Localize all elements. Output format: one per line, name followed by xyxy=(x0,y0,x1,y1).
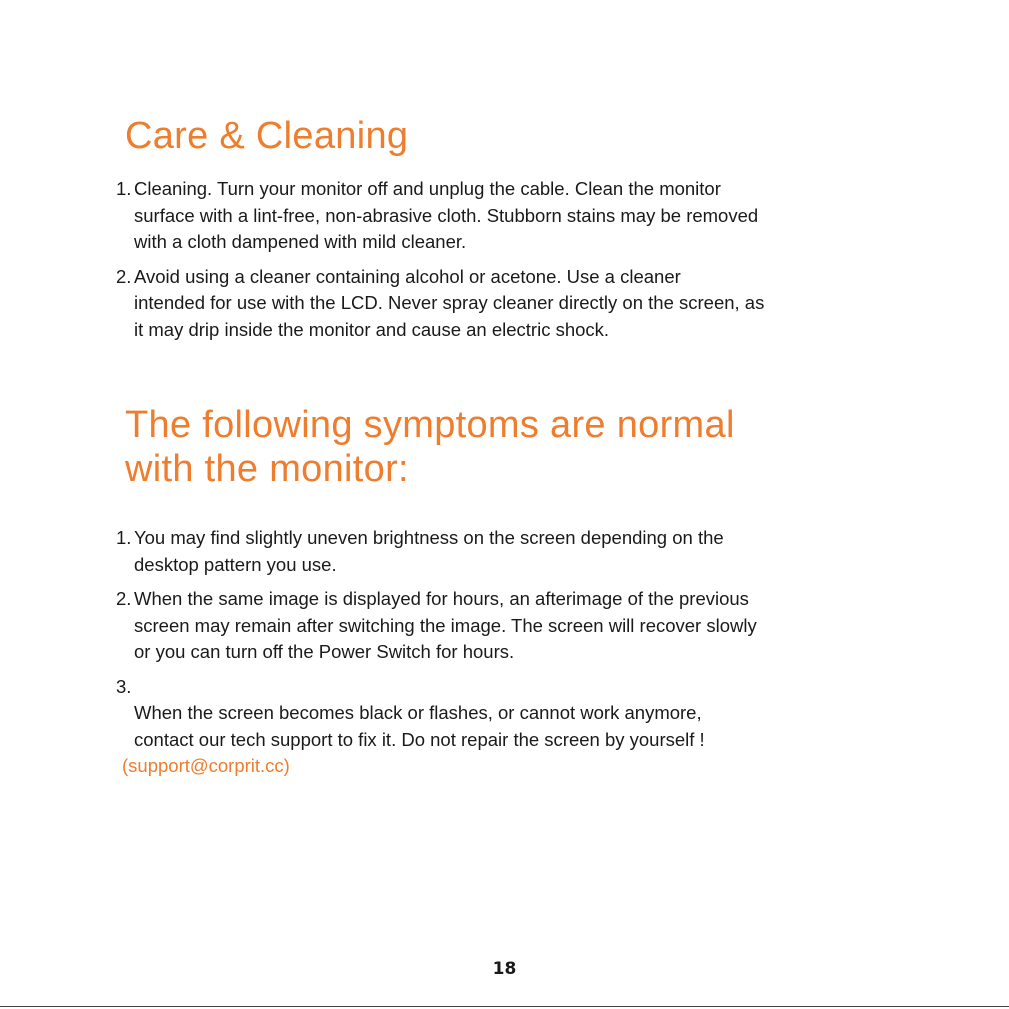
list-item-text: Cleaning. Turn your monitor off and unplug the cable. Clean the monitor surface with a lint-free, non-abrasive cloth. Stubborn stains may be removed with a cloth dampened with mild cleaner. xyxy=(134,178,759,252)
list-item-number: 2. xyxy=(116,588,132,609)
care-cleaning-heading: Care & Cleaning xyxy=(125,115,409,157)
footer-divider xyxy=(0,1006,1009,1007)
page-number: 18 xyxy=(492,959,517,979)
normal-symptoms-list xyxy=(116,525,916,814)
list-item xyxy=(116,674,916,807)
list-item-number: 2. xyxy=(116,265,132,287)
list-item-number: 1. xyxy=(116,527,132,548)
list-item-number: 1. xyxy=(116,178,132,199)
list-item xyxy=(116,525,916,578)
list-item-text: When the same image is displayed for hours, an afterimage of the previous screen may remain after switching the image. The screen will recover slowly or you can turn off the Power Switch for hours. xyxy=(134,588,757,662)
normal-symptoms-heading: The following symptoms are normal with the monitor: xyxy=(125,404,735,490)
list-item-text: When the screen becomes black or flashes, or cannot work anymore, contact our tech support to fix it. Do not repair the screen by yourself ! xyxy=(134,702,705,750)
list-item-text-wrap xyxy=(122,674,916,807)
support-email-link[interactable]: (support@corprit.cc) xyxy=(122,755,290,776)
list-item-text: Avoid using a cleaner containing alcohol or acetone. Use a cleaner intended for use with the LCD. Never spray cleaner directly on the screen, as it may drip inside the monitor and cause an electric shock. xyxy=(134,265,765,340)
list-item xyxy=(116,176,916,256)
list-item xyxy=(116,586,916,666)
list-item xyxy=(116,264,916,344)
list-item-text: You may find slightly uneven brightness on the screen depending on the desktop pattern you use. xyxy=(134,527,724,575)
list-item-number: 3. xyxy=(116,675,132,697)
care-cleaning-list xyxy=(116,176,916,351)
